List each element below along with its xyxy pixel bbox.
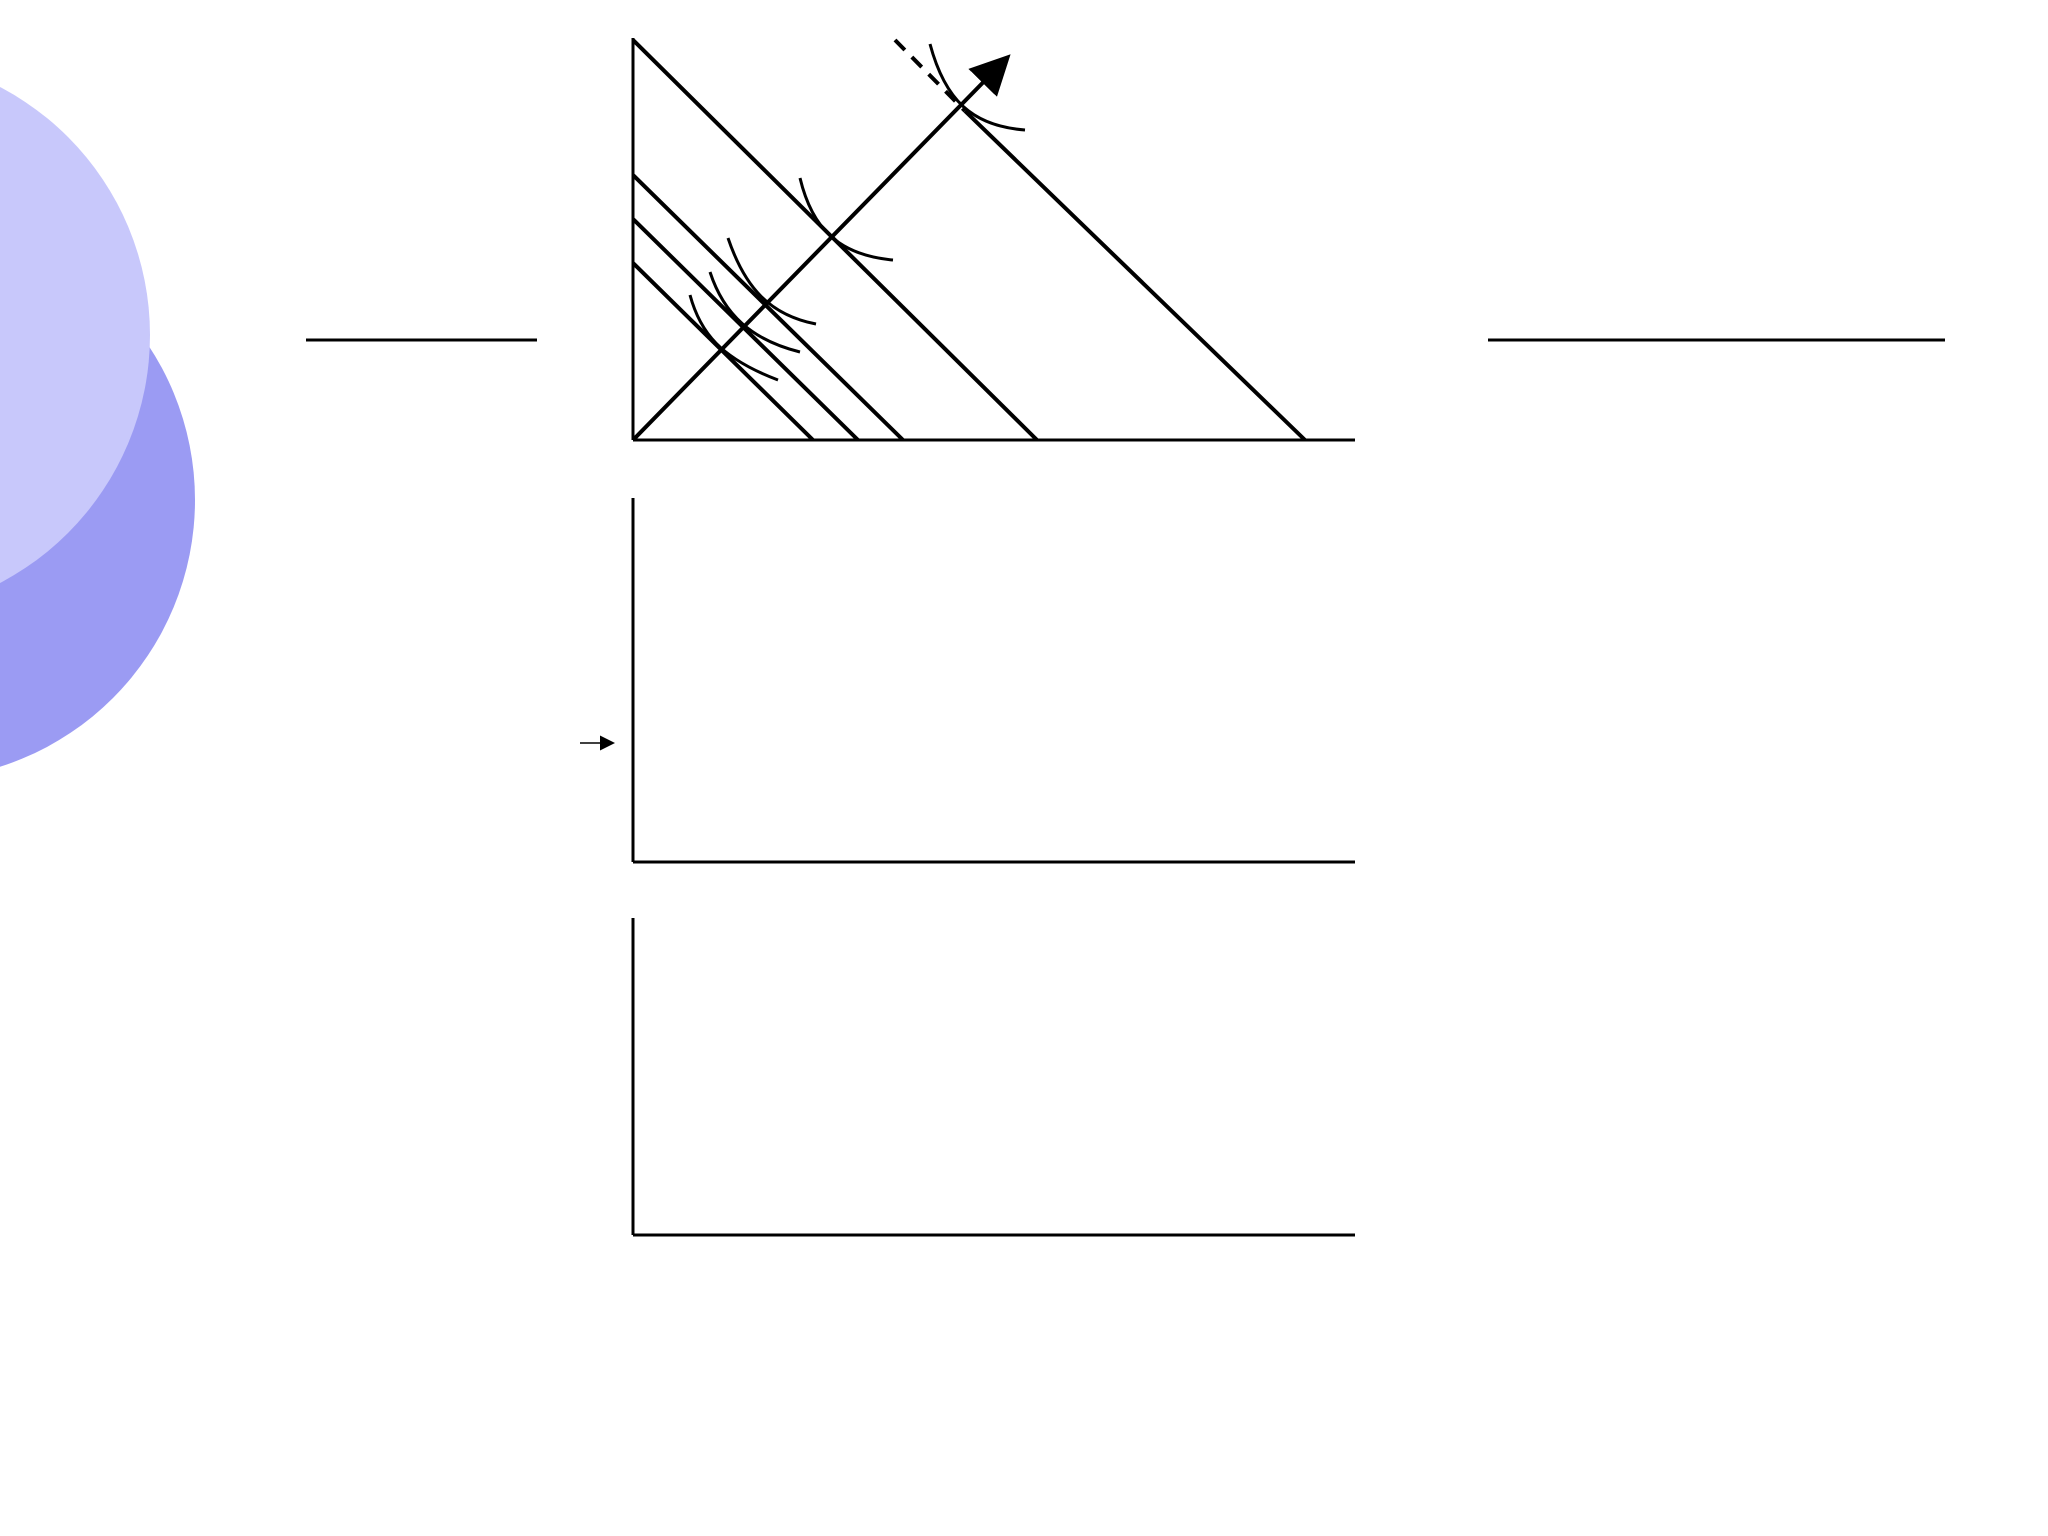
isocost-300-dash	[895, 40, 965, 111]
figure-caption	[538, 1296, 1490, 1323]
top-panel	[633, 38, 1355, 440]
middle-panel	[580, 498, 1355, 862]
isocost-300	[965, 111, 1305, 440]
expansion-path	[633, 60, 1005, 440]
